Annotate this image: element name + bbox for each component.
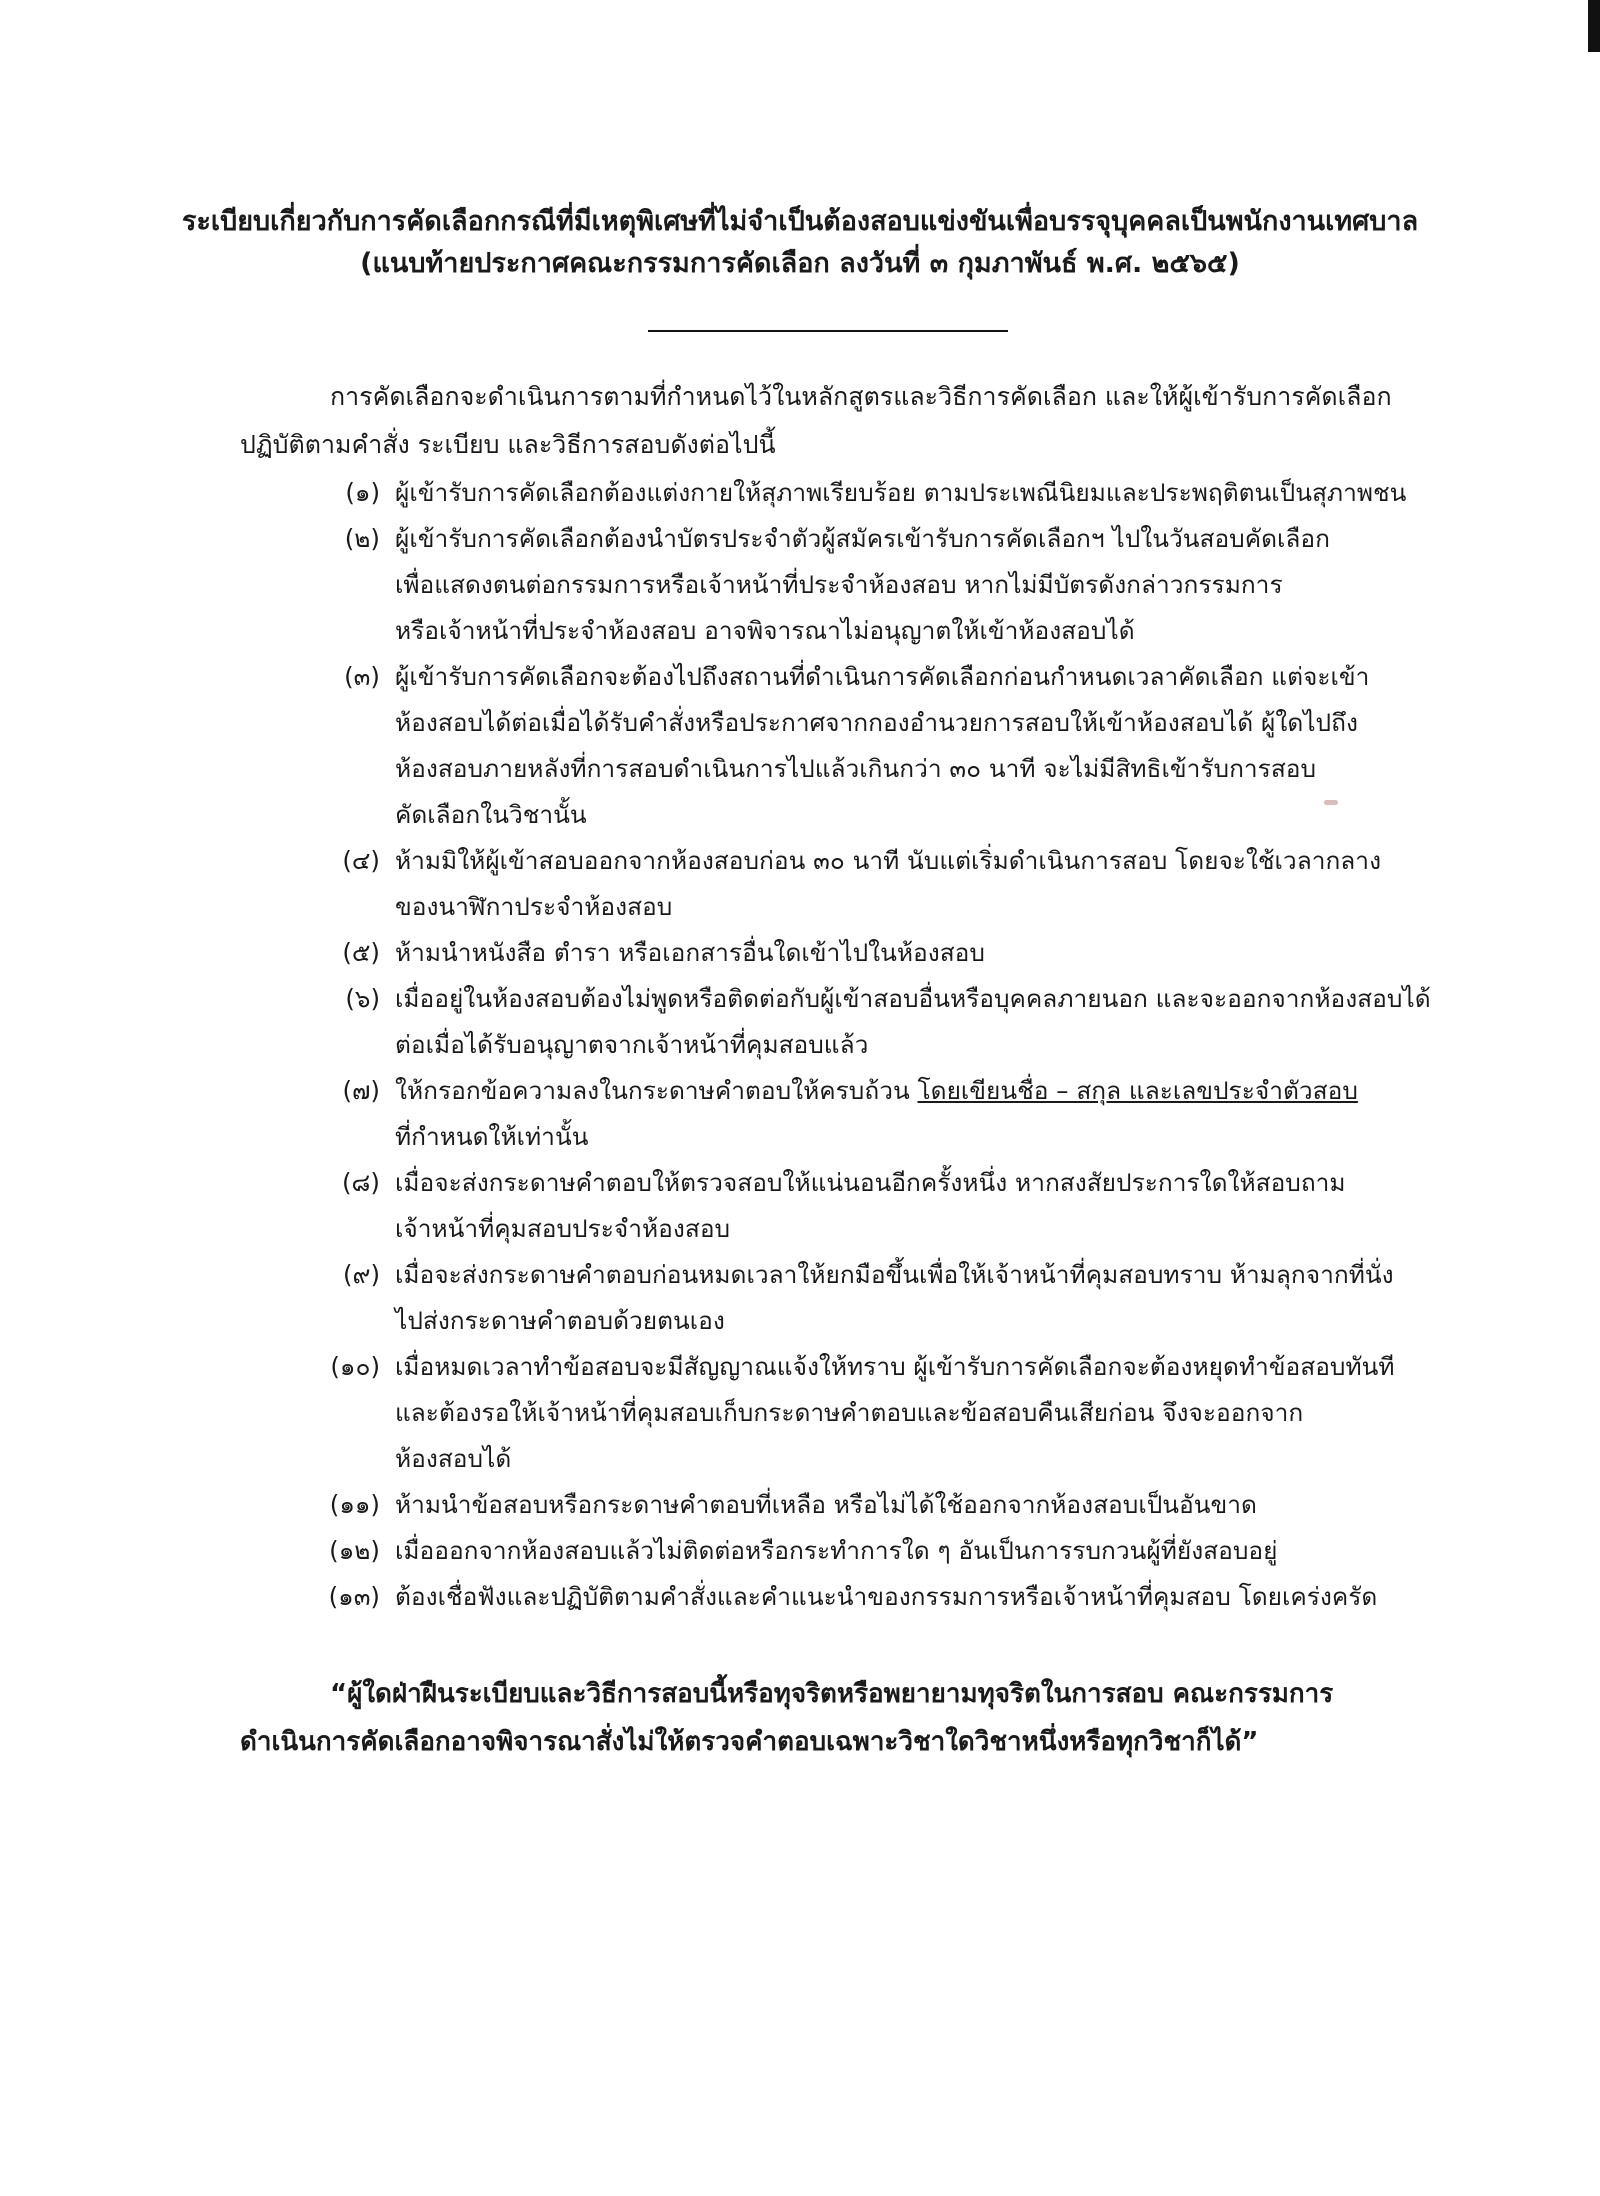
rule-number: (๑) xyxy=(345,478,380,507)
rule-item-3 xyxy=(240,654,1440,838)
rule-text: ห้ามนำหนังสือ ตำรา หรือเอกสารอื่นใดเข้าไปในห้องสอบ xyxy=(395,938,985,967)
rule-number: (๒) xyxy=(344,524,380,553)
closing-statement xyxy=(240,1670,1440,1766)
rule-number: (๙) xyxy=(342,1260,380,1289)
rule-item-5 xyxy=(240,930,1440,976)
rule-text: ห้องสอบภายหลังที่การสอบดำเนินการไปแล้วเกินกว่า ๓๐ นาที จะไม่มีสิทธิเข้ารับการสอบ xyxy=(395,754,1317,783)
document-title-line-2: (แนบท้ายประกาศคณะกรรมการคัดเลือก ลงวันที่ ๓ กุมภาพันธ์ พ.ศ. ๒๕๖๕) xyxy=(360,248,1240,279)
rule-text: ห้องสอบได้ xyxy=(395,1444,512,1473)
rule-text-underlined: โดยเขียนชื่อ – สกุล และเลขประจำตัวสอบ xyxy=(917,1076,1358,1105)
rule-text: และต้องรอให้เจ้าหน้าที่คุมสอบเก็บกระดาษคำตอบและข้อสอบคืนเสียก่อน จึงจะออกจาก xyxy=(395,1398,1304,1427)
rule-text: เพื่อแสดงตนต่อกรรมการหรือเจ้าหน้าที่ประจำห้องสอบ หากไม่มีบัตรดังกล่าวกรรมการ xyxy=(395,570,1283,599)
rule-item-7 xyxy=(240,1068,1440,1160)
rule-text: ห้ามมิให้ผู้เข้าสอบออกจากห้องสอบก่อน ๓๐ นาที นับแต่เริ่มดำเนินการสอบ โดยจะใช้เวลากลาง xyxy=(395,846,1382,875)
rule-text: ผู้เข้ารับการคัดเลือกจะต้องไปถึงสถานที่ดำเนินการคัดเลือกก่อนกำหนดเวลาคัดเลือก แต่จะเข้า xyxy=(395,662,1370,691)
rule-text: เมื่ออยู่ในห้องสอบต้องไม่พูดหรือติดต่อกับผู้เข้าสอบอื่นหรือบุคคลภายนอก และจะออกจากห้องสอบได้ xyxy=(395,984,1431,1013)
closing-line-1: “ผู้ใดฝ่าฝืนระเบียบและวิธีการสอบนี้หรือทุจริตหรือพยายามทุจริตในการสอบ คณะกรรมการ xyxy=(330,1679,1334,1709)
rule-text: เจ้าหน้าที่คุมสอบประจำห้องสอบ xyxy=(395,1214,731,1243)
rule-text: หรือเจ้าหน้าที่ประจำห้องสอบ อาจพิจารณาไม่อนุญาตให้เข้าห้องสอบได้ xyxy=(395,616,1135,645)
rule-item-6 xyxy=(240,976,1440,1068)
scan-speck xyxy=(1324,800,1338,805)
rule-item-12 xyxy=(240,1528,1440,1574)
rule-item-8 xyxy=(240,1160,1440,1252)
intro-line-1: การคัดเลือกจะดำเนินการตามที่กำหนดไว้ในหลักสูตรและวิธีการคัดเลือก และให้ผู้เข้ารับการคัดเลือก xyxy=(330,382,1392,411)
rules-list xyxy=(240,470,1440,1620)
rule-item-10 xyxy=(240,1344,1440,1482)
rule-text: ห้ามนำข้อสอบหรือกระดาษคำตอบที่เหลือ หรือไม่ได้ใช้ออกจากห้องสอบเป็นอันขาด xyxy=(395,1490,1257,1519)
rule-number: (๑๒) xyxy=(329,1536,380,1565)
rule-text: เมื่อหมดเวลาทำข้อสอบจะมีสัญญาณแจ้งให้ทราบ ผู้เข้ารับการคัดเลือกจะต้องหยุดทำข้อสอบทันที xyxy=(395,1352,1395,1381)
rule-text: ห้องสอบได้ต่อเมื่อได้รับคำสั่งหรือประกาศจากกองอำนวยการสอบให้เข้าห้องสอบได้ ผู้ใดไปถึง xyxy=(395,708,1358,737)
rule-item-4 xyxy=(240,838,1440,930)
rule-text: ผู้เข้ารับการคัดเลือกต้องแต่งกายให้สุภาพเรียบร้อย ตามประเพณีนิยมและประพฤติตนเป็นสุภาพชน xyxy=(395,478,1407,507)
rule-number: (๑๑) xyxy=(329,1490,380,1519)
intro-line-2: ปฏิบัติตามคำสั่ง ระเบียบ และวิธีการสอบดังต่อไปนี้ xyxy=(240,430,776,459)
title-divider xyxy=(648,330,1008,332)
rule-text: ต่อเมื่อได้รับอนุญาตจากเจ้าหน้าที่คุมสอบแล้ว xyxy=(395,1030,869,1059)
rule-text: ต้องเชื่อฟังและปฏิบัติตามคำสั่งและคำแนะนำของกรรมการหรือเจ้าหน้าที่คุมสอบ โดยเคร่งครัด xyxy=(395,1582,1378,1611)
scan-edge-mark xyxy=(1588,0,1600,52)
rule-text: คัดเลือกในวิชานั้น xyxy=(395,800,587,829)
rule-text: เมื่อจะส่งกระดาษคำตอบก่อนหมดเวลาให้ยกมือขึ้นเพื่อให้เจ้าหน้าที่คุมสอบทราบ ห้ามลุกจากที่นั่ง xyxy=(395,1260,1394,1289)
rule-text: ของนาฬิกาประจำห้องสอบ xyxy=(395,892,673,921)
rule-number: (๑๓) xyxy=(328,1582,380,1611)
rule-number: (๘) xyxy=(341,1168,380,1197)
rule-text: เมื่อออกจากห้องสอบแล้วไม่ติดต่อหรือกระทำการใด ๆ อันเป็นการรบกวนผู้ที่ยังสอบอยู่ xyxy=(395,1536,1278,1565)
rule-number: (๕) xyxy=(342,938,380,967)
rule-number: (๔) xyxy=(342,846,380,875)
rule-number: (๓) xyxy=(344,662,380,691)
rule-number: (๖) xyxy=(345,984,380,1013)
document-title-line-1: ระเบียบเกี่ยวกับการคัดเลือกกรณีที่มีเหตุพิเศษที่ไม่จำเป็นต้องสอบแข่งขันเพื่อบรรจุบุคคลเป็นพนักงานเทศบาล xyxy=(181,206,1419,237)
rule-item-9 xyxy=(240,1252,1440,1344)
rule-text: ไปส่งกระดาษคำตอบด้วยตนเอง xyxy=(395,1306,725,1335)
closing-line-2: ดำเนินการคัดเลือกอาจพิจารณาสั่งไม่ให้ตรวจคำตอบเฉพาะวิชาใดวิชาหนึ่งหรือทุกวิชาก็ได้” xyxy=(240,1727,1259,1757)
rule-text: เมื่อจะส่งกระดาษคำตอบให้ตรวจสอบให้แน่นอนอีกครั้งหนึ่ง หากสงสัยประการใดให้สอบถาม xyxy=(395,1168,1346,1197)
rule-number: (๑๐) xyxy=(330,1352,380,1381)
rule-number: (๗) xyxy=(342,1076,380,1105)
rule-text: ผู้เข้ารับการคัดเลือกต้องนำบัตรประจำตัวผู้สมัครเข้ารับการคัดเลือกฯ ไปในวันสอบคัดเลือก xyxy=(395,524,1330,553)
rule-text: ที่กำหนดให้เท่านั้น xyxy=(395,1122,589,1151)
rule-text-plain: ให้กรอกข้อความลงในกระดาษคำตอบให้ครบถ้วน xyxy=(395,1076,918,1105)
rule-item-11 xyxy=(240,1482,1440,1528)
rule-item-13 xyxy=(240,1574,1440,1620)
rule-item-1 xyxy=(240,470,1440,516)
rule-text xyxy=(395,1068,1440,1114)
rule-item-2 xyxy=(240,516,1440,654)
